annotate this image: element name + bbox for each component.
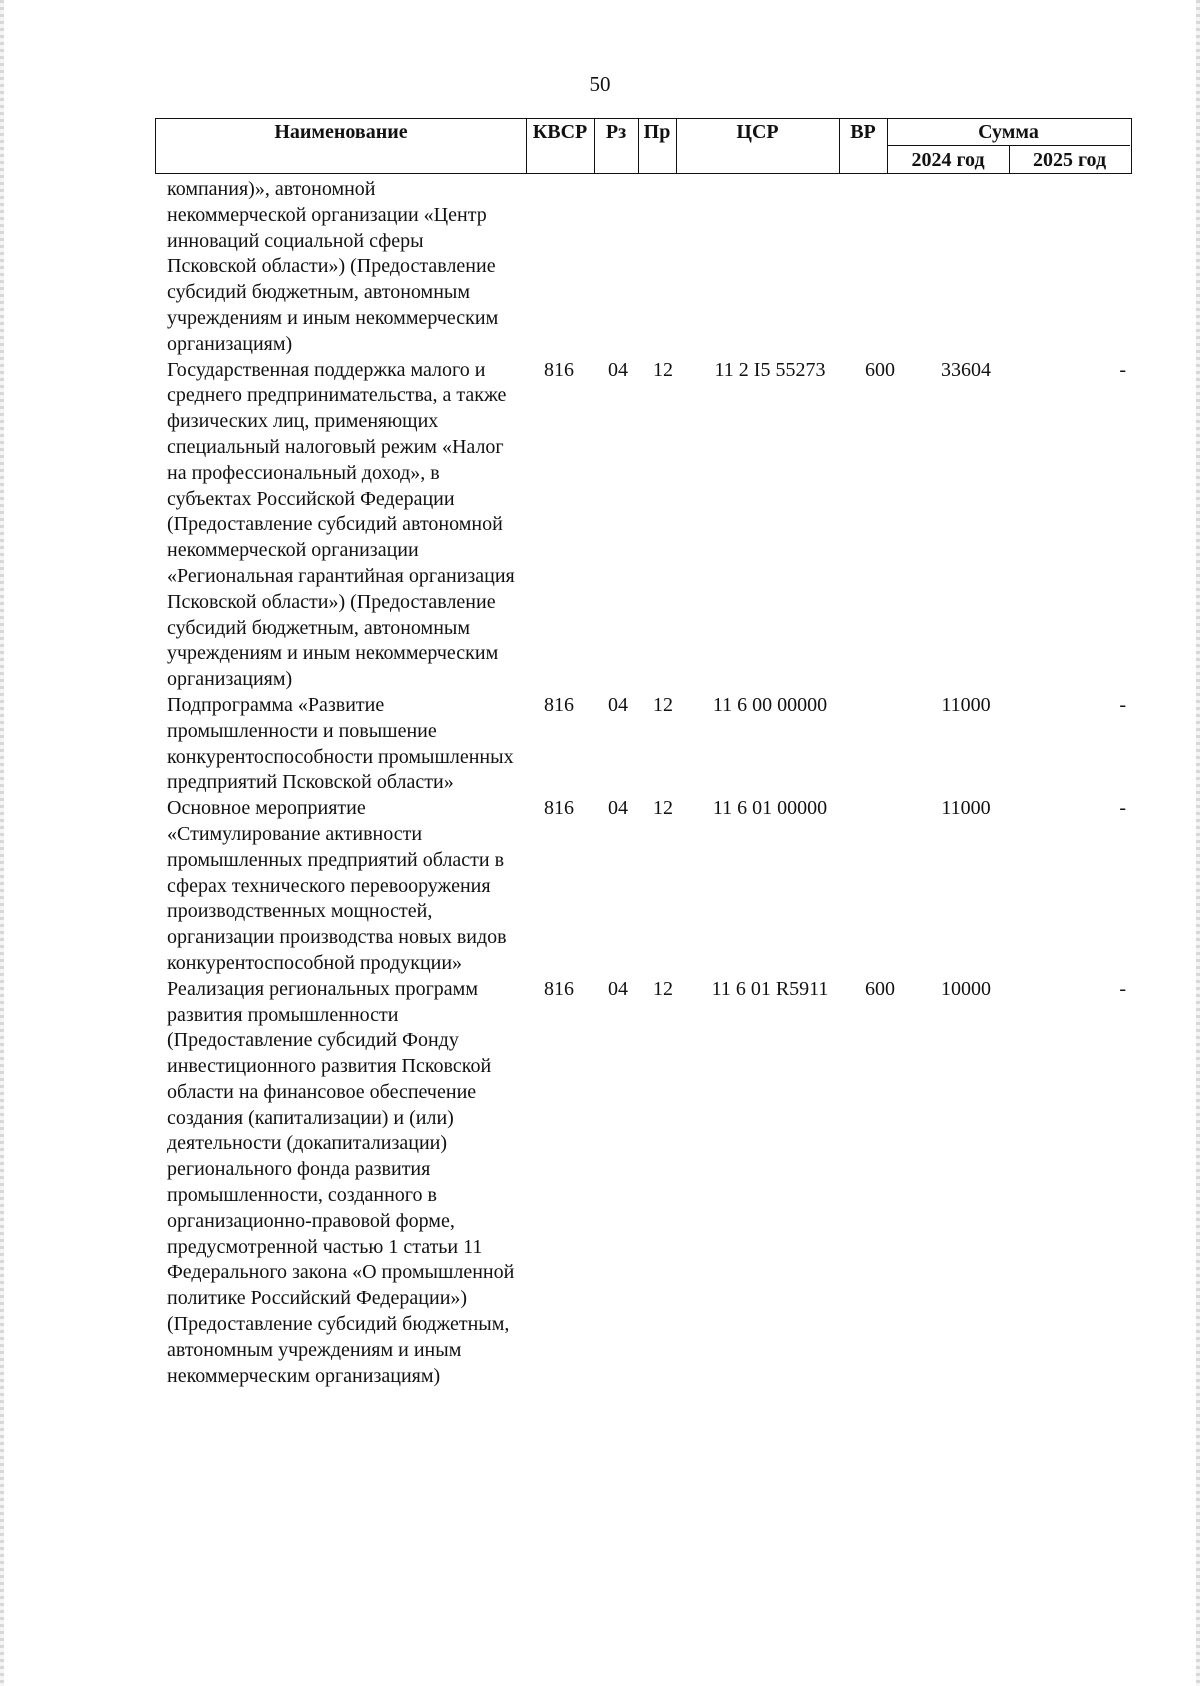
row-csr: 11 2 I5 55273 bbox=[714, 358, 826, 381]
row-sum-2024: 33604 bbox=[941, 358, 991, 381]
row-vr: 600 bbox=[865, 358, 895, 381]
header-kvsr: КВСР bbox=[532, 121, 588, 143]
row-csr: 11 6 00 00000 bbox=[712, 693, 828, 716]
row-name: Основное мероприятие «Стимулирование активности промышленных предприятий области в сферах технического перевооружения производственных мощностей, организации производства новых видов конкурентоспособной продукции» bbox=[167, 797, 507, 974]
row-pr: 12 bbox=[653, 693, 673, 716]
row-sum-2025: - bbox=[1119, 358, 1126, 381]
row-sum-2025: - bbox=[1119, 977, 1126, 1000]
row-pr: 12 bbox=[653, 797, 673, 820]
row-rz: 04 bbox=[608, 977, 628, 1000]
row-name: Подпрограмма «Развитие промышленности и повышение конкурентоспособности промышленных предприятий Псковской области» bbox=[167, 693, 514, 794]
header-pr: Пр bbox=[643, 121, 671, 143]
header-2025: 2025 год bbox=[1032, 149, 1107, 171]
row-sum-2025: - bbox=[1119, 693, 1126, 716]
table-row bbox=[0, 358, 1200, 693]
row-rz: 04 bbox=[608, 358, 628, 381]
row-name: компания)», автономной некоммерческой организации «Центр инноваций социальной сферы Псковской области») (Предоставление субсидий бюджетным, автономным учреждениям и иным некоммерческим организациям) bbox=[167, 178, 499, 355]
row-vr: 600 bbox=[865, 977, 895, 1000]
row-pr: 12 bbox=[653, 977, 673, 1000]
table-header bbox=[155, 118, 1132, 174]
row-sum-2025: - bbox=[1119, 797, 1126, 820]
header-csr-cell bbox=[676, 119, 839, 173]
row-kvsr: 816 bbox=[544, 977, 574, 1000]
header-vr-cell bbox=[839, 119, 887, 173]
row-sum-2024: 10000 bbox=[941, 977, 991, 1000]
table-row bbox=[0, 693, 1200, 796]
row-sum-2024: 11000 bbox=[941, 693, 991, 716]
row-kvsr: 816 bbox=[544, 797, 574, 820]
header-name: Наименование bbox=[274, 121, 408, 143]
table-body bbox=[0, 177, 1200, 1389]
table-row bbox=[0, 796, 1200, 977]
header-sum: Сумма bbox=[978, 121, 1039, 143]
row-sum-2024: 11000 bbox=[941, 797, 991, 820]
row-kvsr: 816 bbox=[544, 358, 574, 381]
row-rz: 04 bbox=[608, 797, 628, 820]
header-name-cell bbox=[156, 119, 526, 173]
header-2024: 2024 год bbox=[911, 149, 985, 171]
row-kvsr: 816 bbox=[544, 693, 574, 716]
row-rz: 04 bbox=[608, 693, 628, 716]
page-number: 50 bbox=[589, 72, 611, 96]
row-name: Государственная поддержка малого и среднего предпринимательства, а также физических лиц, применяющих специальный налоговый режим «Налог на профессиональный доход», в субъектах Российской Федерации (Предоставление субсидий автономной некоммерческой организации «Региональная гарантийная организация Псковской области») (Предоставление субсидий бюджетным, автономным учреждениям и иным некоммерческим организациям) bbox=[167, 358, 515, 691]
header-pr-cell bbox=[638, 119, 676, 173]
table-row bbox=[0, 977, 1200, 1390]
row-name: Реализация региональных программ развития промышленности (Предоставление субсидий Фонду инвестиционного развития Псковской области на финансовое обеспечение создания (капитализации) и (или) деятельности (докапитализации) регионального фонда развития промышленности, созданного в организационно-правовой форме, предусмотренной частью 1 статьи 11 Федерального закона «О промышленной политике Российский Федерации») (Предоставление субсидий бюджетным, автономным учреждениям и иным некоммерческим организациям) bbox=[167, 977, 515, 1387]
row-csr: 11 6 01 00000 bbox=[712, 797, 828, 820]
header-rz: Рз bbox=[605, 121, 627, 143]
header-csr: ЦСР bbox=[736, 121, 779, 143]
table-row bbox=[0, 177, 1200, 358]
row-pr: 12 bbox=[653, 358, 673, 381]
header-rz-cell bbox=[594, 119, 638, 173]
row-csr: 11 6 01 R5911 bbox=[711, 977, 829, 1000]
header-vr: ВР bbox=[850, 121, 876, 143]
header-kvsr-cell bbox=[526, 119, 594, 173]
